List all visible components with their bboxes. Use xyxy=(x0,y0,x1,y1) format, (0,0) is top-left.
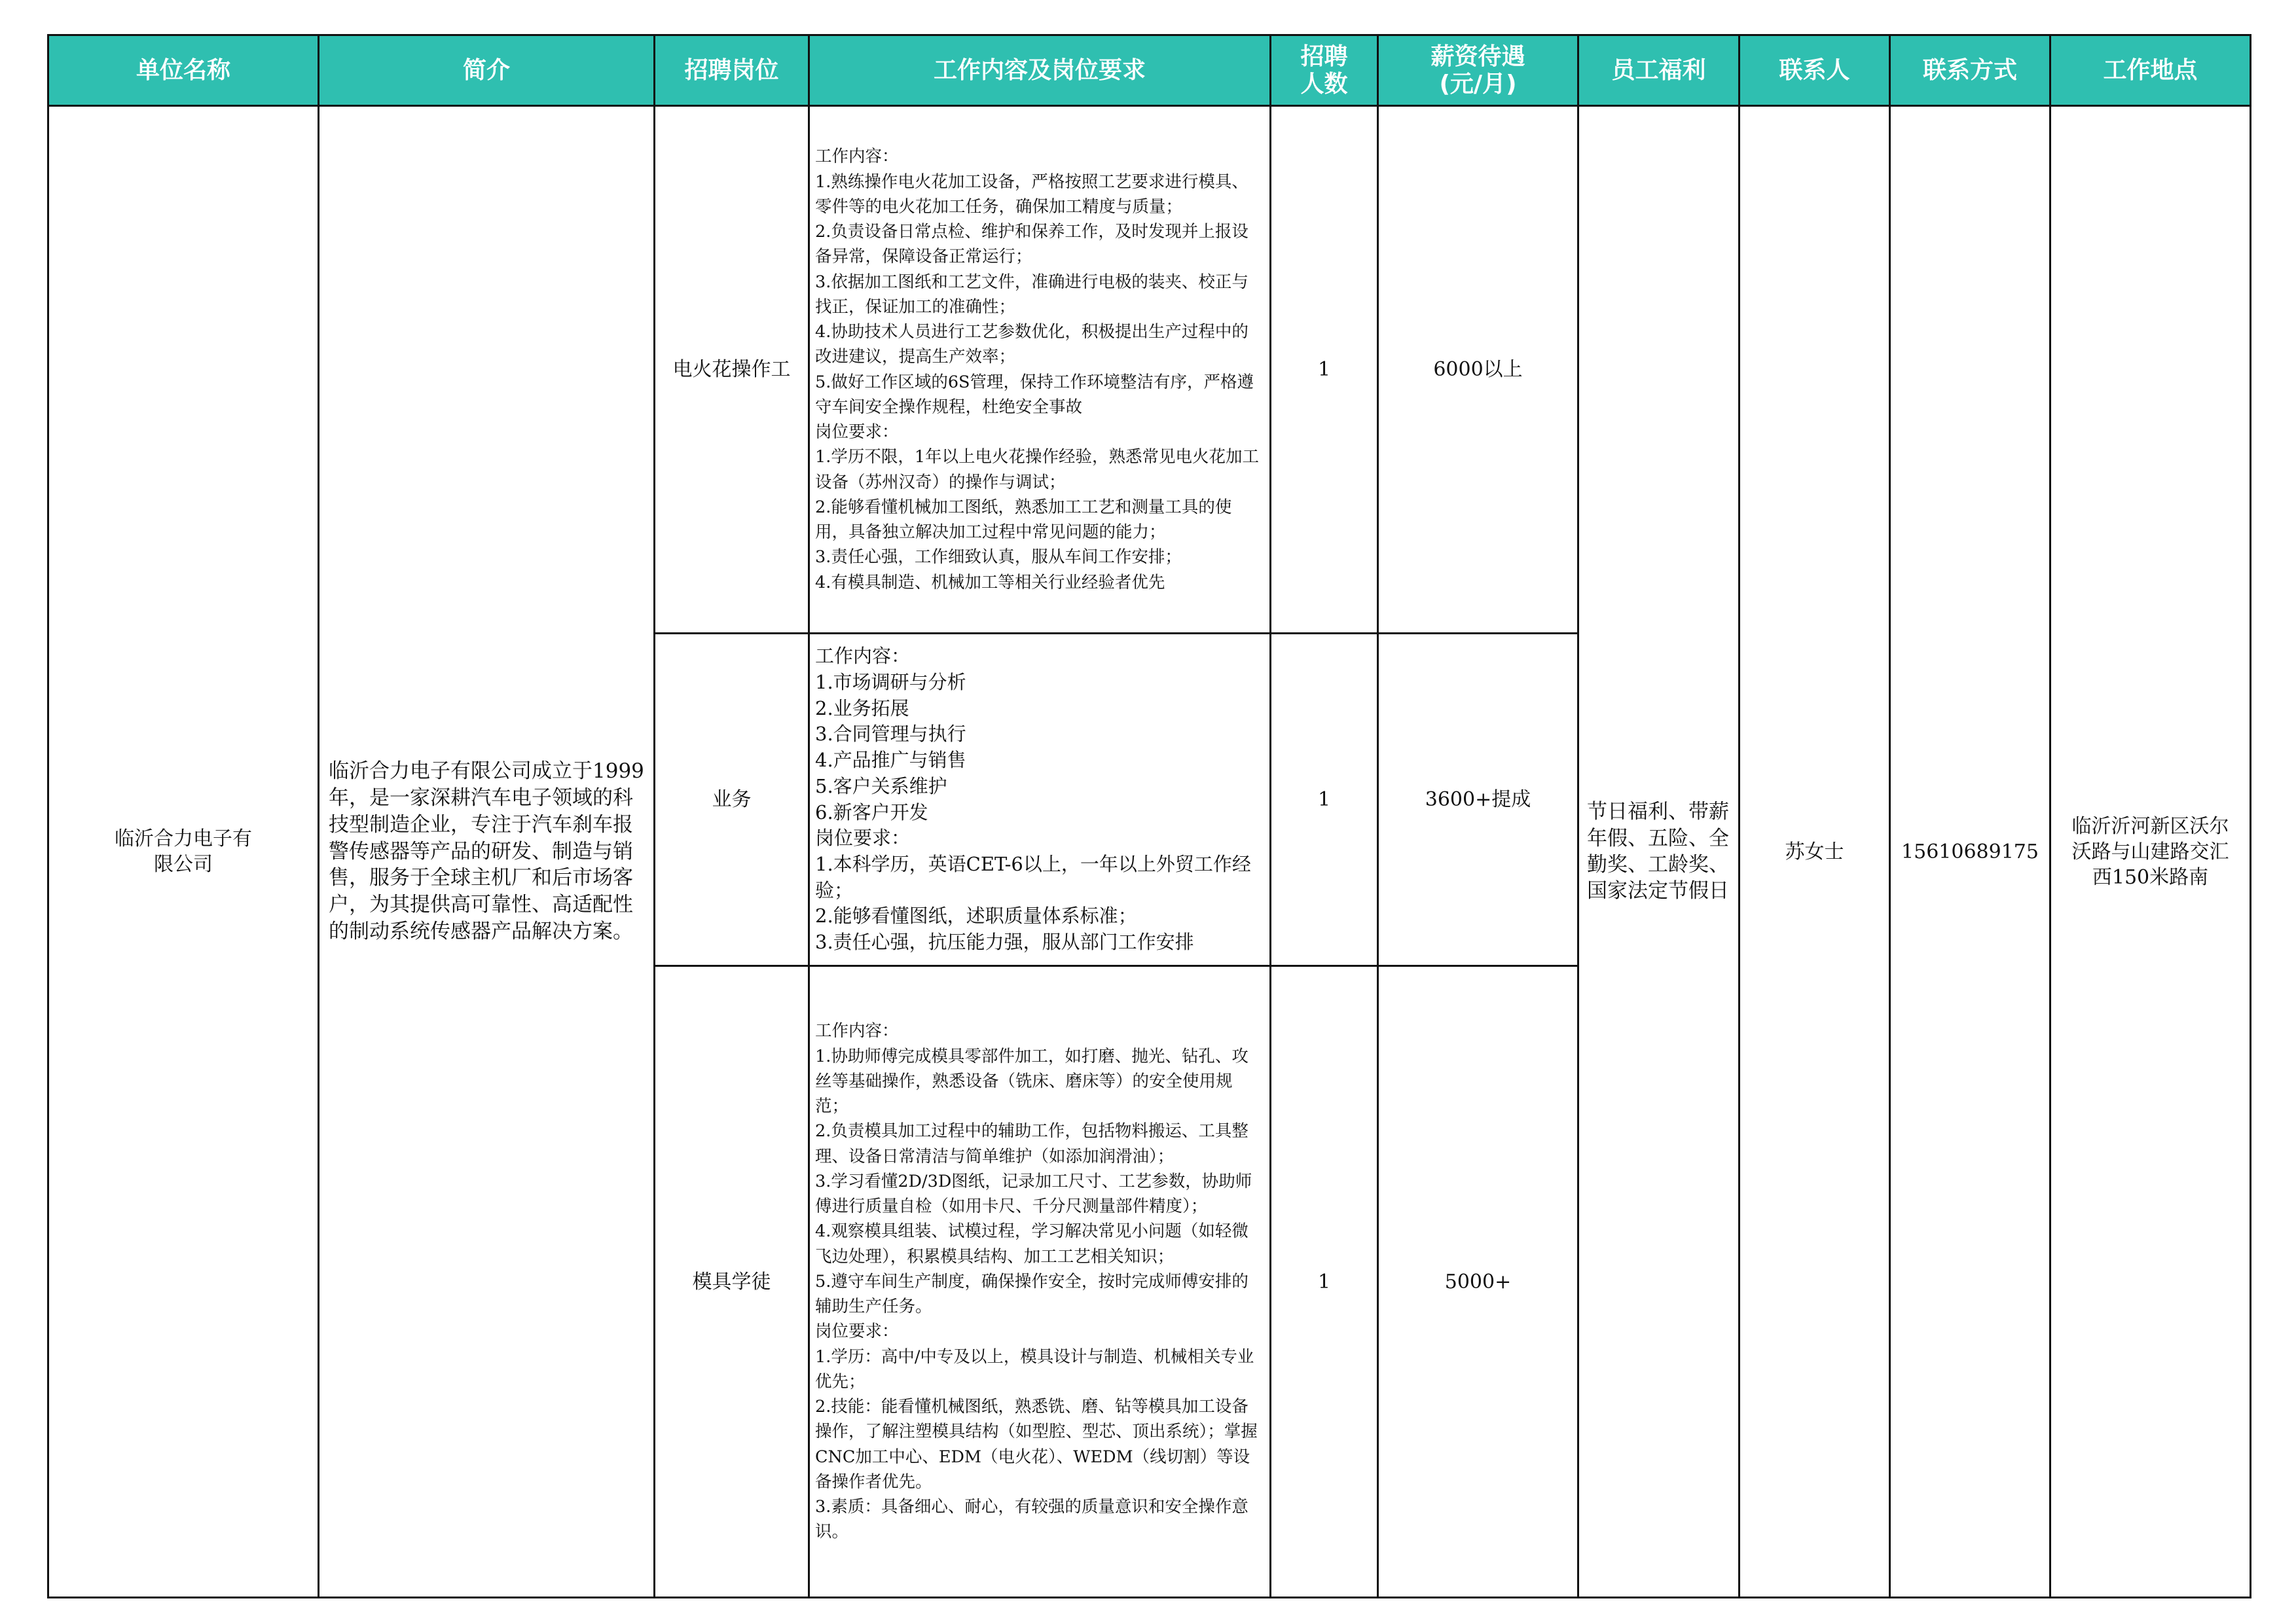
job-headcount: 1 xyxy=(1271,106,1378,634)
detail-line: 5.做好工作区域的6S管理，保持工作环境整洁有序，严格遵守车间安全操作规程，杜绝安全事故 xyxy=(815,372,1254,417)
detail-line: 2.负责设备日常点检、维护和保养工作，及时发现并上报设备异常，保障设备正常运行； xyxy=(815,222,1248,267)
table-row xyxy=(48,106,2251,634)
header-welfare: 员工福利 xyxy=(1578,35,1740,106)
header-salary xyxy=(1378,35,1578,106)
job-position: 业务 xyxy=(655,634,809,966)
contact-person: 苏女士 xyxy=(1740,106,1890,1598)
detail-line: 3.责任心强，工作细致认真，服从车间工作安排； xyxy=(815,547,1182,568)
detail-line: 3.合同管理与执行 xyxy=(815,723,966,746)
work-location: 临沂沂河新区沃尔沃路与山建路交汇西150米路南 xyxy=(2050,106,2251,1598)
detail-line: 1.协助师傅完成模具零部件加工，如打磨、抛光、钻孔、攻丝等基础操作，熟悉设备（铣床、磨床等）的安全使用规范； xyxy=(815,1046,1248,1117)
header-salary-line1: 薪资待遇 xyxy=(1430,43,1525,71)
job-salary: 3600+提成 xyxy=(1378,634,1578,966)
detail-line: 5.客户关系维护 xyxy=(815,774,947,797)
header-headcount-line2: 人数 xyxy=(1300,70,1348,98)
header-company: 单位名称 xyxy=(48,35,319,106)
company-name: 临沂合力电子有限公司 xyxy=(48,106,319,1598)
job-position: 电火花操作工 xyxy=(655,106,809,634)
job-details xyxy=(809,966,1271,1598)
detail-line: 2.负责模具加工过程中的辅助工作，包括物料搬运、工具整理、设备日常清洁与简单维护（如添加润滑油）； xyxy=(815,1121,1248,1166)
contact-phone: 15610689175 xyxy=(1890,106,2050,1598)
job-salary: 5000+ xyxy=(1378,966,1578,1598)
header-requirements: 工作内容及岗位要求 xyxy=(809,35,1271,106)
header-position: 招聘岗位 xyxy=(655,35,809,106)
detail-line: 6.新客户开发 xyxy=(815,801,928,823)
employee-welfare: 节日福利、带薪年假、五险、全勤奖、工龄奖、国家法定节假日 xyxy=(1578,106,1740,1598)
job-headcount: 1 xyxy=(1271,634,1378,966)
detail-line: 4.观察模具组装、试模过程，学习解决常见小问题（如轻微飞边处理），积累模具结构、加工工艺相关知识； xyxy=(815,1221,1248,1267)
detail-line: 2.能够看懂图纸，述职质量体系标准； xyxy=(815,905,1137,928)
detail-line: 工作内容： xyxy=(815,1021,899,1041)
detail-line: 3.学习看懂2D/3D图纸，记录加工尺寸、工艺参数，协助师傅进行质量自检（如用卡尺、千分尺测量部件精度）； xyxy=(815,1171,1252,1217)
detail-line: 1.熟练操作电火花加工设备，严格按照工艺要求进行模具、零件等的电火花加工任务，确保加工精度与质量； xyxy=(815,171,1248,217)
job-headcount: 1 xyxy=(1271,966,1378,1598)
job-details xyxy=(809,634,1271,966)
job-salary: 6000以上 xyxy=(1378,106,1578,634)
header-row xyxy=(48,35,2251,106)
detail-line: 4.产品推广与销售 xyxy=(815,749,966,772)
detail-line: 工作内容： xyxy=(815,147,899,167)
header-salary-line2: (元/月) xyxy=(1439,70,1517,98)
detail-line: 岗位要求： xyxy=(815,827,911,850)
recruitment-table xyxy=(47,34,2251,1598)
header-intro: 简介 xyxy=(319,35,655,106)
job-position: 模具学徒 xyxy=(655,966,809,1598)
detail-line: 3.依据加工图纸和工艺文件，准确进行电极的装夹、校正与找正，保证加工的准确性； xyxy=(815,272,1248,317)
detail-line: 2.能够看懂机械加工图纸，熟悉加工工艺和测量工具的使用，具备独立解决加工过程中常见问题的能力； xyxy=(815,497,1232,542)
detail-line: 5.遵守车间生产制度，确保操作安全，按时完成师傅安排的辅助生产任务。 xyxy=(815,1271,1248,1317)
recruitment-sheet xyxy=(47,34,2250,1589)
detail-line: 3.责任心强，抗压能力强，服从部门工作安排 xyxy=(815,931,1194,954)
detail-line: 3.素质：具备细心、耐心，有较强的质量意识和安全操作意识。 xyxy=(815,1497,1248,1542)
detail-line: 工作内容： xyxy=(815,645,911,668)
detail-line: 岗位要求： xyxy=(815,1322,899,1342)
company-intro: 临沂合力电子有限公司成立于1999年，是一家深耕汽车电子领域的科技型制造企业，专注于汽车刹车报警传感器等产品的研发、制造与销售，服务于全球主机厂和后市场客户，为其提供高可靠性、高适配性的制动系统传感器产品解决方案。 xyxy=(319,106,655,1598)
detail-line: 1.学历不限，1年以上电火花操作经验，熟悉常见电火花加工设备（苏州汉奇）的操作与调试； xyxy=(815,447,1260,492)
header-phone: 联系方式 xyxy=(1890,35,2050,106)
detail-line: 2.业务拓展 xyxy=(815,696,909,719)
detail-line: 岗位要求： xyxy=(815,422,899,442)
detail-line: 1.本科学历，英语CET-6以上，一年以上外贸工作经验； xyxy=(815,852,1251,901)
detail-line: 1.市场调研与分析 xyxy=(815,670,966,693)
header-headcount-line1: 招聘 xyxy=(1300,43,1348,71)
header-contact: 联系人 xyxy=(1740,35,1890,106)
detail-line: 4.有模具制造、机械加工等相关行业经验者优先 xyxy=(815,572,1165,592)
detail-line: 1.学历：高中/中专及以上，模具设计与制造、机械相关专业优先； xyxy=(815,1346,1254,1392)
detail-line: 4.协助技术人员进行工艺参数优化，积极提出生产过程中的改进建议，提高生产效率； xyxy=(815,322,1248,367)
header-headcount xyxy=(1271,35,1378,106)
detail-line: 2.技能：能看懂机械图纸，熟悉铣、磨、钻等模具加工设备操作，了解注塑模具结构（如型腔、型芯、顶出系统）；掌握 CNC加工中心、EDM（电火花）、WEDM（线切割）等设备操作者优先。 xyxy=(815,1397,1258,1492)
header-location: 工作地点 xyxy=(2050,35,2251,106)
job-details xyxy=(809,106,1271,634)
